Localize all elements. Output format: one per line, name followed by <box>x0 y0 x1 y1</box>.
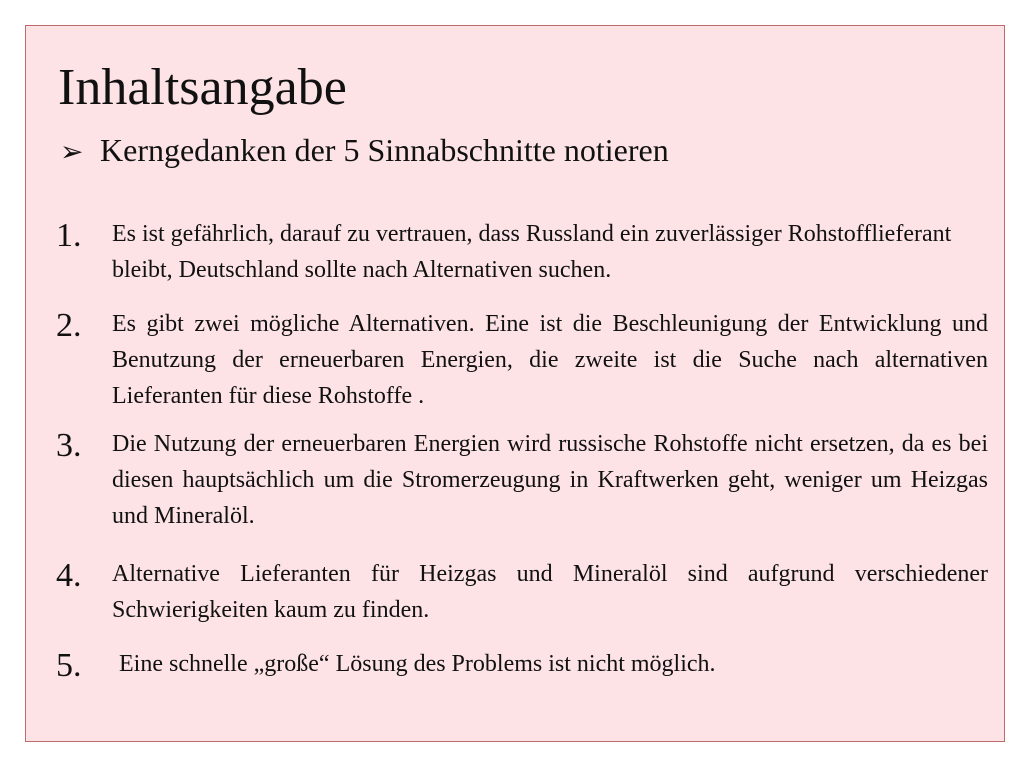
item-text: Alternative Lieferanten für Heizgas und Mineralöl sind aufgrund verschiedener Schwierigkeiten kaum zu finden. <box>112 561 988 623</box>
subtitle-text: Kerngedanken der 5 Sinnabschnitte notieren <box>100 132 669 168</box>
item-number: 5. <box>56 647 82 684</box>
item-text: Es gibt zwei mögliche Alternativen. Eine ist die Beschleunigung der Entwicklung und Benutzung der erneuerbaren Energien, die zweite ist die Suche nach alternativen Lieferanten für diese Rohstoffe . <box>112 311 988 409</box>
item-number: 4. <box>56 557 82 594</box>
item-text: Eine schnelle „große“ Lösung des Problems ist nicht möglich. <box>119 651 716 677</box>
slide <box>25 25 1005 742</box>
item-number: 1. <box>56 217 82 254</box>
item-number: 3. <box>56 427 82 464</box>
item-text: Es ist gefährlich, darauf zu vertrauen, dass Russland ein zuverlässiger Rohstofflieferant bleibt, Deutschland sollte nach Alternativen suchen. <box>112 221 952 283</box>
arrow-bullet-icon: ➢ <box>60 137 84 168</box>
slide-title: Inhaltsangabe <box>58 59 347 116</box>
item-number: 2. <box>56 307 82 344</box>
subtitle-bullet-line <box>60 130 669 173</box>
item-text: Die Nutzung der erneuerbaren Energien wird russische Rohstoffe nicht ersetzen, da es bei diesen hauptsächlich um die Stromerzeugung in Kraftwerken geht, weniger um Heizgas und Mineralöl. <box>112 431 988 529</box>
